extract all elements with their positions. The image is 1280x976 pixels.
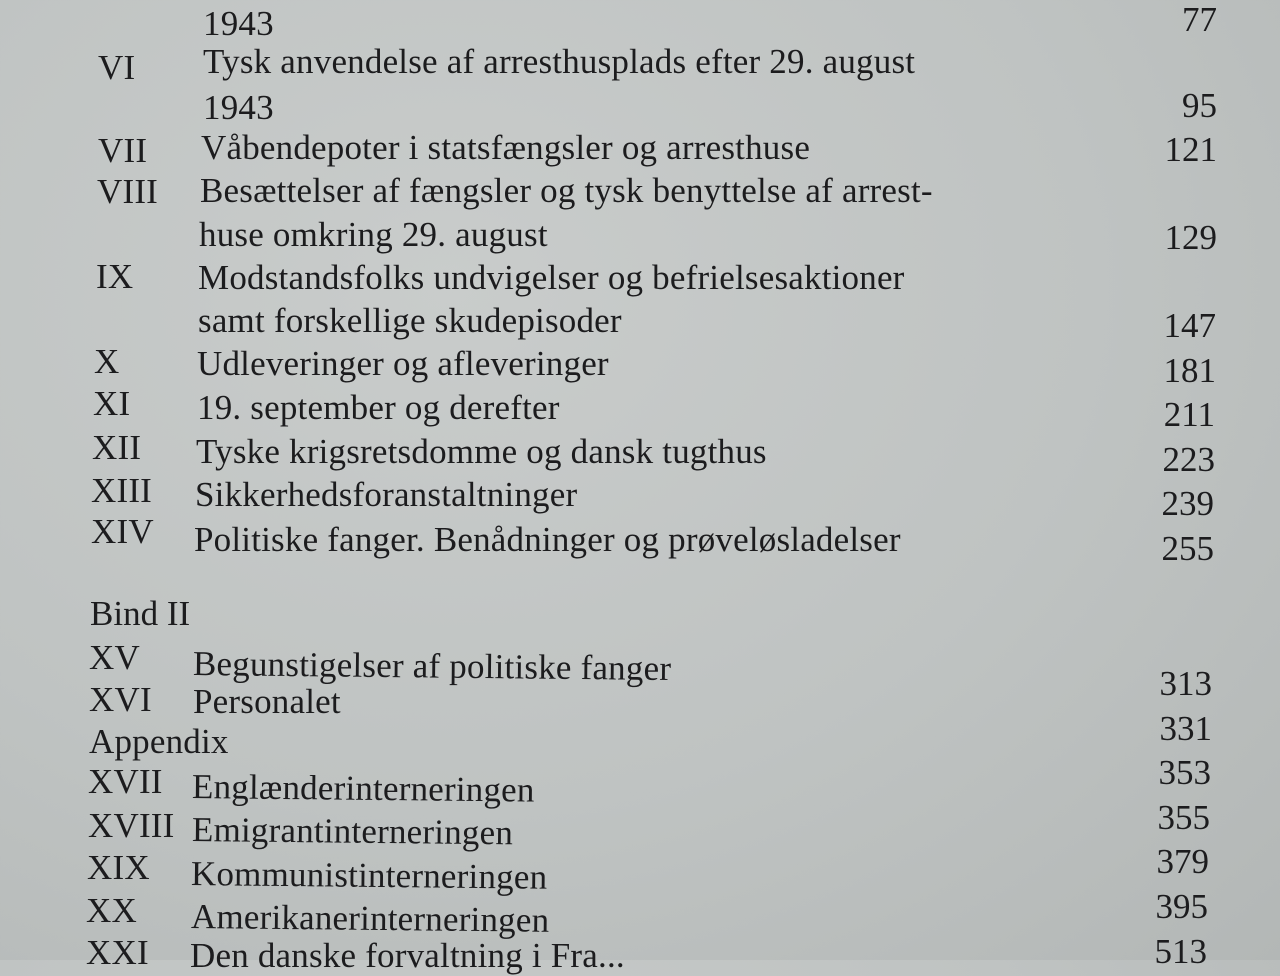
toc-continuation-page: 77 [1182, 0, 1217, 39]
toc-entry-page: 355 [1157, 798, 1210, 837]
toc-entry-page: 181 [1163, 351, 1216, 390]
toc-entry-page: 353 [1158, 753, 1211, 792]
toc-entry-title: Sikkerhedsforanstaltninger [195, 475, 578, 514]
toc-entry-title: Kommunistinterneringen [190, 854, 548, 897]
toc-entry-page: 223 [1162, 440, 1215, 479]
toc-entry-page: 255 [1161, 529, 1214, 568]
toc-entry-page: 331 [1159, 709, 1212, 748]
toc-entry-title-cont: huse omkring 29. august [199, 215, 548, 254]
toc-entry-title: Våbendepoter i statsfængsler og arresthuse [201, 128, 811, 167]
toc-entry-page: 147 [1163, 306, 1216, 345]
toc-entry-title: Amerikanerinterneringen [190, 897, 550, 940]
toc-entry-title-cont: 1943 [203, 88, 274, 127]
toc-entry-title: Den danske forvaltning i Fra... [190, 936, 625, 975]
toc-entry-page: 239 [1161, 484, 1214, 523]
toc-entry-num: VII [98, 131, 148, 170]
toc-entry-title: Emigrantinterneringen [191, 810, 514, 853]
toc-entry-num: XIII [91, 471, 153, 510]
toc-entry-title: Besættelser af fængsler og tysk benyttelse af arrest- [200, 171, 933, 210]
bind-heading: Bind II [90, 594, 191, 633]
toc-entry-title: Personalet [193, 682, 341, 721]
toc-entry-num: XVI [89, 680, 152, 719]
toc-continuation-title: 1943 [203, 4, 274, 43]
toc-entry-title: Modstandsfolks undvigelser og befrielsesaktioner [198, 258, 905, 297]
toc-entry-num: XV [89, 638, 140, 677]
toc-entry-num: IX [96, 257, 134, 296]
toc-entry-page: 313 [1159, 664, 1212, 703]
toc-entry-title: Appendix [89, 722, 229, 761]
toc-entry-page: 129 [1164, 218, 1217, 257]
toc-entry-num: XIV [91, 512, 154, 551]
toc-entry-page: 379 [1156, 842, 1209, 881]
toc-entry-page: 211 [1163, 395, 1215, 434]
toc-entry-page: 395 [1155, 887, 1208, 926]
toc-entry-num: VI [98, 48, 136, 87]
toc-entry-page: 121 [1164, 130, 1217, 169]
toc-entry-title: Politiske fanger. Benådninger og prøveløsladelser [194, 520, 901, 559]
toc-entry-num: VIII [97, 172, 159, 211]
toc-entry-title: Tysk anvendelse af arresthusplads efter 29. august [203, 42, 916, 81]
toc-entry-title: Begunstigelser af politiske fanger [192, 644, 672, 689]
toc-entry-title: Englænderinterneringen [191, 767, 535, 810]
toc-entry-title: Udleveringer og afleveringer [197, 344, 609, 383]
toc-entry-num: X [94, 342, 120, 381]
toc-entry-title: Tyske krigsretsdomme og dansk tugthus [196, 432, 767, 471]
toc-entry-page: 513 [1154, 932, 1207, 971]
toc-entry-num: XIX [87, 848, 150, 887]
toc-entry-num: XXI [86, 933, 149, 972]
toc-entry-num: XVIII [88, 806, 175, 845]
toc-entry-title-cont: samt forskellige skudepisoder [198, 301, 622, 340]
toc-entry-title: 19. september og derefter [197, 388, 560, 427]
toc-entry-num: XII [92, 428, 142, 467]
toc-entry-num: XI [93, 384, 131, 423]
toc-entry-page: 95 [1182, 86, 1217, 125]
toc-entry-num: XVII [88, 762, 163, 801]
toc-entry-num: XX [86, 891, 137, 930]
